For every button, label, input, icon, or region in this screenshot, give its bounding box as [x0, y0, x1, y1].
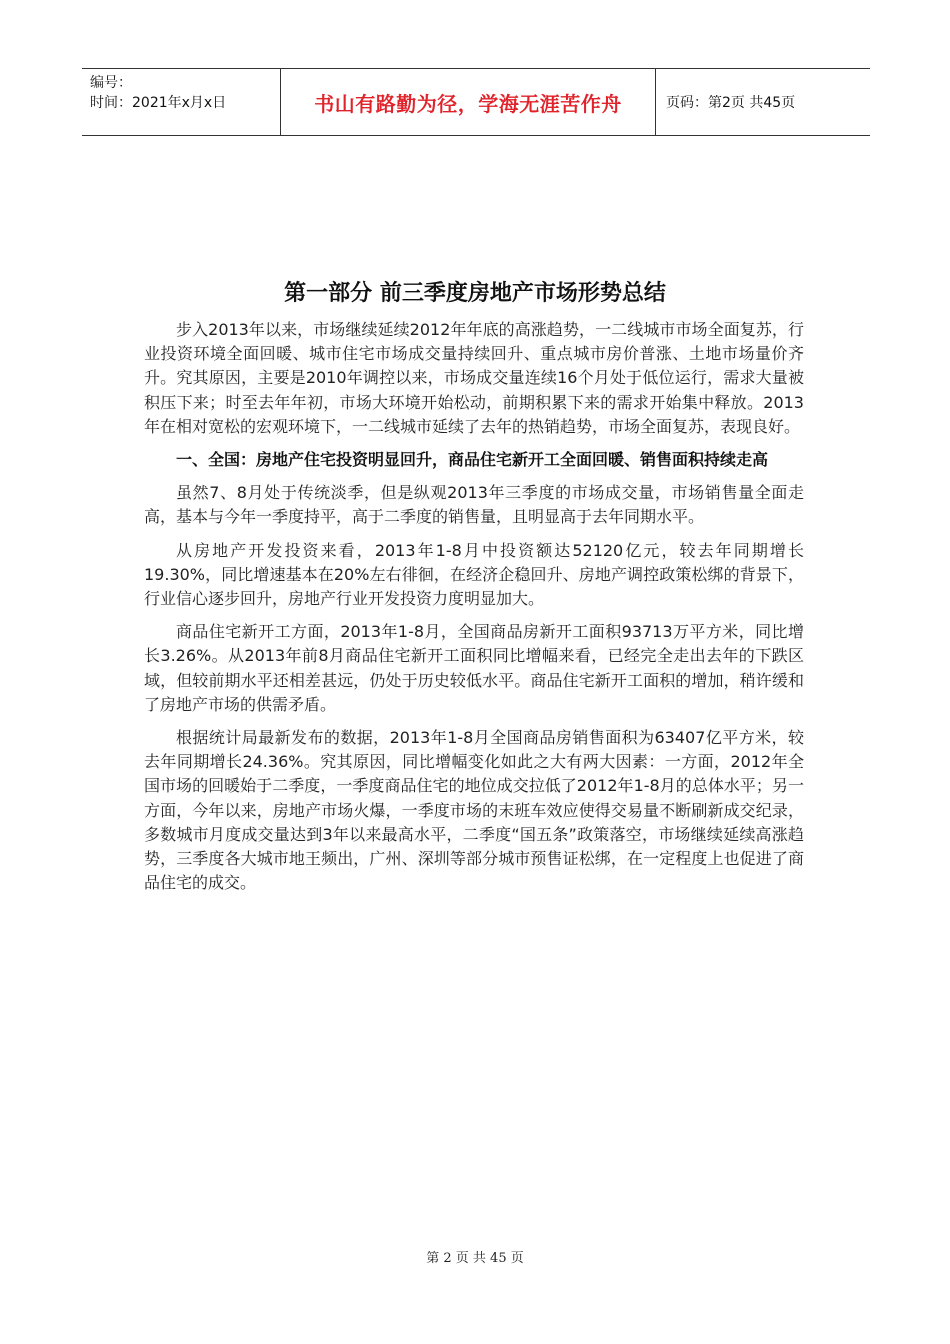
document-number-label: 编号： — [90, 75, 132, 91]
paragraph-investment: 从房地产开发投资来看，2013年1-8月中投资额达52120亿元，较去年同期增长19.30%，同比增速基本在20%左右徘徊，在经济企稳回升、房地产调控政策松绑的背景下，行业信心逐步回升，房地产行业开发投资力度明显加大。 — [144, 540, 804, 609]
page-title: 第一部分 前三季度房地产市场形势总结 — [284, 281, 666, 306]
header-motto: 书山有路勤为径，学海无涯苦作舟 — [280, 69, 656, 135]
paragraph-new-construction: 商品住宅新开工方面，2013年1-8月，全国商品房新开工面积93713万平方米，同比增长3.26%。从2013年前8月商品住宅新开工面积同比增幅来看，已经完全走出去年的下跌区域，但较前期水平还相差甚远，仍处于历史较低水平。商品住宅新开工面积的增加，稍许缓和了房地产市场的供需矛盾。 — [144, 622, 804, 714]
page-header — [82, 68, 870, 136]
section-heading: 一、全国：房地产住宅投资明显回升，商品住宅新开工全面回暖、销售面积持续走高 — [176, 450, 769, 470]
document-time-label: 时间：2021年x月x日 — [90, 95, 227, 111]
paragraph-sales-area: 根据统计局最新发布的数据，2013年1-8月全国商品房销售面积为63407亿平方米，较去年同期增长24.36%。究其原因，同比增幅变化如此之大有两大因素：一方面，2012年全国市场的回暖始于二季度，一季度商品住宅的地位成交拉低了2012年1-8月的总体水平；另一方面，今年以来，房地产市场火爆，一季度市场的末班车效应使得交易量不断刷新成交纪录，多数城市月度成交量达到3年以来最高水平，二季度“国五条”政策落空，市场继续延续高涨趋势，三季度各大城市地王频出，广州、深圳等部分城市预售证松绑，在一定程度上也促进了商品住宅的成交。 — [144, 728, 804, 893]
paragraph-intro: 步入2013年以来，市场继续延续2012年年底的高涨趋势，一二线城市市场全面复苏，行业投资环境全面回暖、城市住宅市场成交量持续回升、重点城市房价普涨、土地市场量价齐升。究其原因，主要是2010年调控以来，市场成交量连续16个月处于低位运行，需求大量被积压下来；时至去年年初，市场大环境开始松动，前期积累下来的需求开始集中释放。2013年在相对宽松的宏观环境下，一二线城市延续了去年的热销趋势，市场全面复苏，表现良好。 — [144, 320, 804, 436]
header-info-cell — [82, 69, 280, 135]
page-footer: 第 2 页 共 45 页 — [426, 1251, 524, 1266]
header-page-label: 页码：第2页 共45页 — [666, 95, 796, 111]
document-body — [144, 318, 804, 904]
paragraph-sales: 虽然7、8月处于传统淡季，但是纵观2013年三季度的市场成交量，市场销售量全面走高，基本与今年一季度持平，高于二季度的销售量，且明显高于去年同期水平。 — [144, 483, 804, 527]
